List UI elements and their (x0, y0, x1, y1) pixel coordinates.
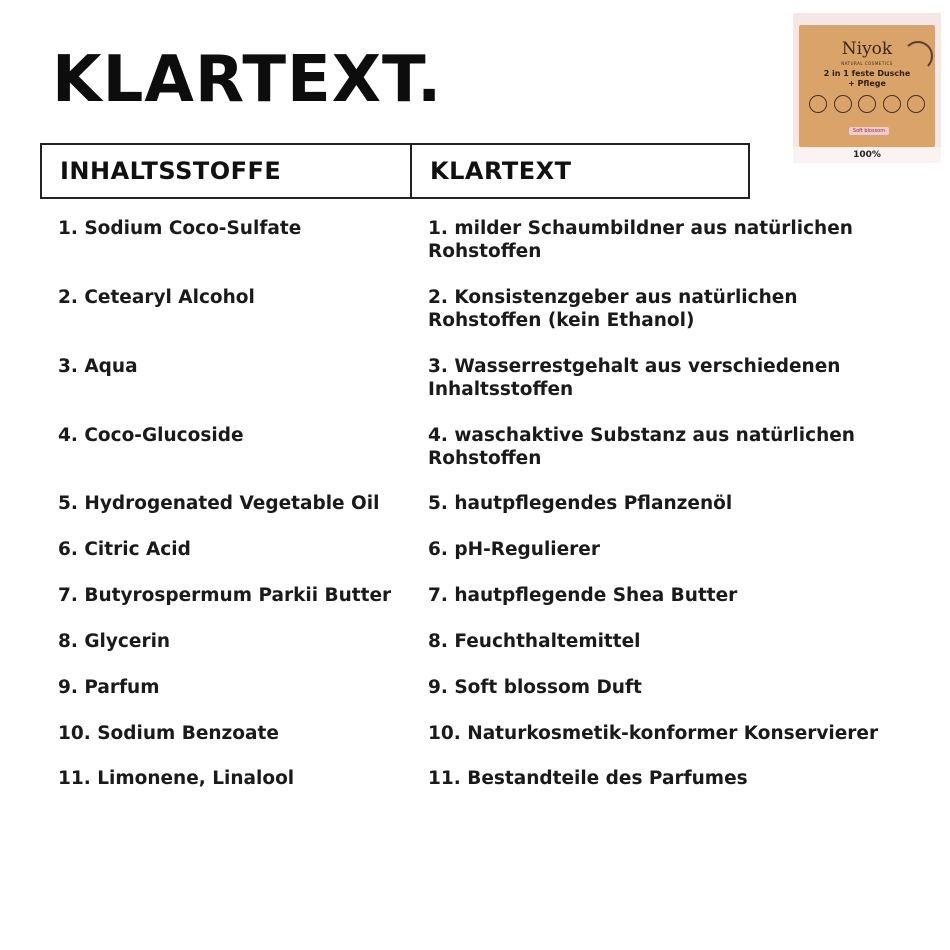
ingredient-cell: 9. Parfum (58, 677, 160, 698)
ingredient-cell: 1. Sodium Coco-Sulfate (58, 218, 302, 239)
product-feature-icons (809, 95, 925, 113)
ingredient-cell: 10. Sodium Benzoate (58, 723, 279, 744)
plaintext-cell: 7. hautpflegende Shea Butter (428, 585, 738, 606)
plaintext-cell: 1. milder Schaumbildner aus natürlichen Rohstoffen (428, 218, 853, 262)
plaintext-cell: 2. Konsistenzgeber aus natürlichen Rohstoffen (kein Ethanol) (428, 287, 798, 331)
product-name-line1: 2 in 1 feste Dusche (823, 69, 911, 78)
product-variant-label: Soft blossom (849, 127, 889, 135)
plaintext-cell: 6. pH-Regulierer (428, 539, 600, 560)
feature-icon (883, 95, 901, 113)
table-header (40, 143, 750, 199)
plaintext-cell: 8. Feuchthaltemittel (428, 631, 641, 652)
feature-icon (834, 95, 852, 113)
product-box (799, 25, 935, 147)
plaintext-cell: 4. waschaktive Substanz aus natürlichen Rohstoffen (428, 425, 855, 469)
product-brand: Niyok (841, 39, 893, 59)
ingredient-cell: 2. Cetearyl Alcohol (58, 287, 255, 308)
plaintext-cell: 9. Soft blossom Duft (428, 677, 642, 698)
ingredient-cell: 8. Glycerin (58, 631, 171, 652)
plaintext-cell: 3. Wasserrestgehalt aus verschiedenen Inhaltsstoffen (428, 356, 841, 400)
plaintext-cell: 5. hautpflegendes Pflanzenöl (428, 493, 733, 514)
ingredient-cell: 3. Aqua (58, 356, 138, 377)
header-plaintext: KLARTEXT (430, 157, 572, 185)
feature-icon (809, 95, 827, 113)
feature-icon (907, 95, 925, 113)
product-name (799, 69, 935, 89)
plaintext-cell: 11. Bestandteile des Parfumes (428, 768, 748, 789)
ingredient-cell: 6. Citric Acid (58, 539, 191, 560)
product-image (793, 13, 941, 163)
plaintext-cell: 10. Naturkosmetik-konformer Konservierer (428, 723, 879, 744)
ingredient-cell: 7. Butyrospermum Parkii Butter (58, 585, 392, 606)
ingredient-cell: 5. Hydrogenated Vegetable Oil (58, 493, 380, 514)
ingredient-cell: 11. Limonene, Linalool (58, 768, 295, 789)
header-ingredients: INHALTSSTOFFE (42, 145, 412, 197)
product-badge: 100% (793, 147, 941, 163)
feature-icon (858, 95, 876, 113)
page-title: KLARTEXT. (52, 43, 443, 117)
product-name-line2: + Pflege (848, 79, 886, 88)
product-brand-subtitle: NATURAL COSMETICS (841, 61, 893, 66)
ingredient-cell: 4. Coco-Glucoside (58, 425, 244, 446)
